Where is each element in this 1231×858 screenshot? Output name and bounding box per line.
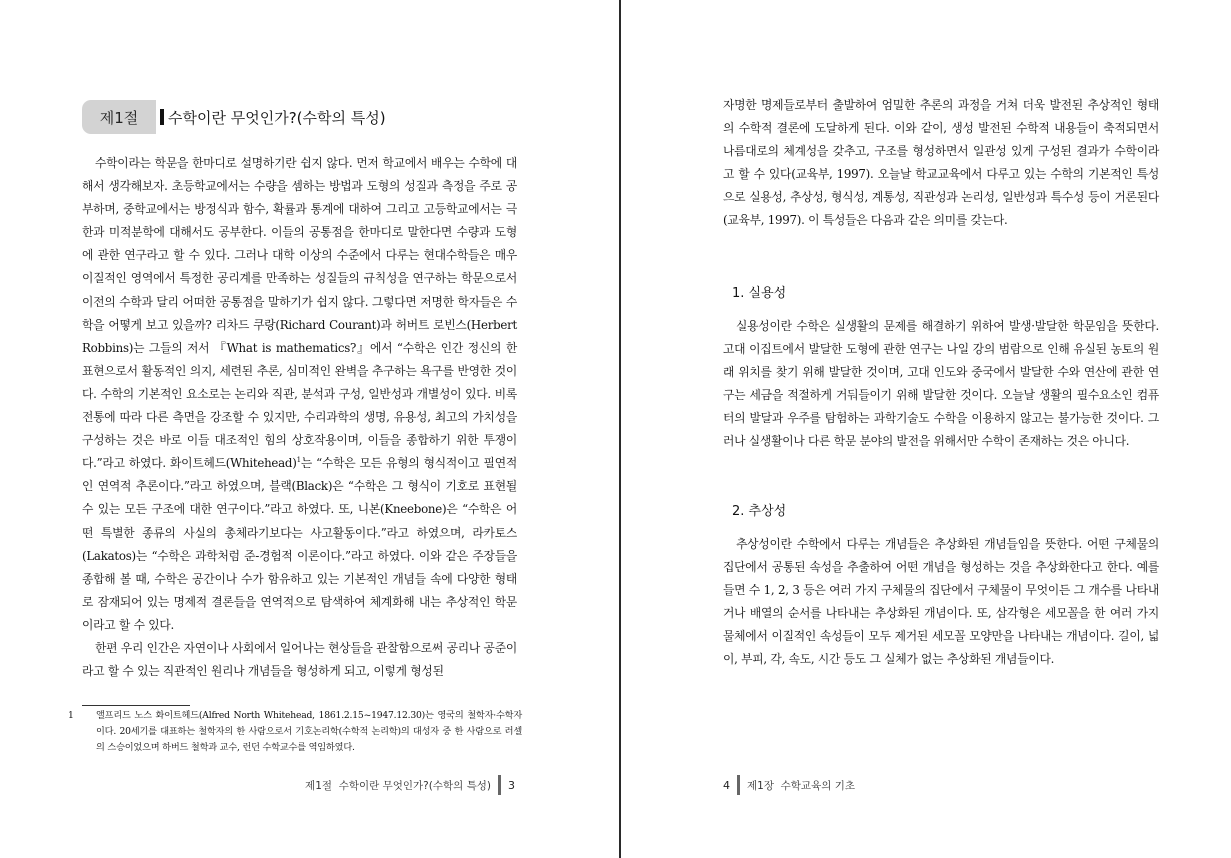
running-footer-text: 제1장 수학교육의 기초	[747, 779, 855, 792]
paragraph-text-continued: 는 “수학은 모든 유형의 형식적이고 필연적인 연역적 추론이다.”라고 하였으며, 블랙(Black)은 “수학은 그 형식이 기호로 표현될 수 있는 모든 구조에 대한 연구이다.”라고 하였다. 또, 니본(Kneebone)은 “수학은 어떤 특별한 종류의 사실의 총체라기보다는 사고활동이다.”라고 하였으며, 라카토스(Lakatos)는 “수학은 과학처럼 준-경험적 이론이다.”라고 하였다. 이와 같은 주장들을 종합해 볼 때, 수학은 공간이나 수가 함유하고 있는 기본적인 개념들 속에 다양한 형태로 잠재되어 있는 명제적 결론들을 연역적으로 탐색하여 체계화해 내는 추상적인 학문이라고 할 수 있다.	[82, 456, 517, 632]
right-intro-text	[723, 94, 1159, 233]
running-footer-text: 제1절 수학이란 무엇인가?(수학의 특성)	[305, 779, 491, 792]
footnote-marker[interactable]: 1	[296, 456, 301, 465]
footnote	[68, 708, 522, 755]
paragraph	[82, 152, 517, 637]
paragraph-text: 수학이라는 학문을 한마디로 설명하기란 쉽지 않다. 먼저 학교에서 배우는 수학에 대해서 생각해보자. 초등학교에서는 수량을 셈하는 방법과 도형의 성질과 측정을 주로 공부하며, 중학교에서는 방정식과 함수, 확률과 통계에 대하여 그리고 고등학교에서는 극한과 미적분학에 대해서도 공부한다. 이들의 공통점을 한마디로 말한다면 수량과 도형에 관한 연구라고 할 수 있다. 그러나 대학 이상의 수준에서 다루는 현대수학들은 매우 이질적인 영역에서 특정한 공리계를 만족하는 성질들의 규칙성을 연구하는 학문으로서 이전의 수학과 달리 어떠한 공통점을 말하기가 쉽지 않다. 그렇다면 저명한 학자들은 수학을 어떻게 보고 있을까? 리차드 쿠랑(Richard Courant)과 허버트 로빈스(Herbert Robbins)는 그들의 저서 『What is mathematics?』에서 “수학은 인간 정신의 한 표현으로서 활동적인 의지, 세련된 추론, 심미적인 완벽을 추구하는 욕구를 반영한 것이다. 수학의 기본적인 요소로는 논리와 직관, 분석과 구성, 일반성과 개별성이 있다. 비록 전통에 따라 다른 측면을 강조할 수 있지만, 수리과학의 생명, 유용성, 최고의 가치성을 구성하는 것은 바로 이들 대조적인 힘의 상호작용이며, 이들을 종합하기 위한 투쟁이다.”라고 하였다. 화이트헤드(Whitehead)	[82, 156, 517, 471]
heading-bar	[160, 109, 164, 125]
footer-bar	[737, 775, 740, 795]
paragraph: 자명한 명제들로부터 출발하여 엄밀한 추론의 과정을 거쳐 더욱 발전된 추상적인 형태의 수학적 결론에 도달하게 된다. 이와 같이, 생성 발전된 수학적 내용들이 축적되면서 나름대로의 체계성을 갖추고, 구조를 형성하면서 일관성 있게 구성된 결과가 수학이라고 할 수 있다(교육부, 1997). 오늘날 학교교육에서 다루고 있는 수학의 기본적인 특성으로 실용성, 추상성, 형식성, 계통성, 직관성과 논리성, 일반성과 특수성 등이 거론된다(교육부, 1997). 이 특성들은 다음과 같은 의미를 갖는다.	[723, 98, 1159, 228]
subsection-title-abstraction: 2. 추상성	[732, 504, 787, 519]
subsection-body-abstraction	[723, 533, 1159, 672]
footer-bar	[498, 775, 501, 795]
section-tab: 제1절	[82, 100, 156, 134]
paragraph: 추상성이란 수학에서 다루는 개념들은 추상화된 개념들임을 뜻한다. 어떤 구체물의 집단에서 공통된 속성을 추출하여 어떤 개념을 형성하는 것을 추상화한다고 한다. 예를 들면 수 1, 2, 3 등은 여러 가지 구체물의 집단에서 구체물이 무엇이든 그 개수를 나타내거나 배열의 순서를 나타내는 추상화된 개념이다. 또, 삼각형은 세모꼴을 한 여러 가지 물체에서 이질적인 속성들이 모두 제거된 세모꼴 모양만을 나타내는 개념이다. 길이, 넓이, 부피, 각, 속도, 시간 등도 그 실체가 없는 추상화된 개념들이다.	[723, 537, 1159, 667]
footnote-text: 앨프리드 노스 화이트헤드(Alfred North Whitehead, 1861.2.15~1947.12.30)는 영국의 철학자·수학자이다. 20세기를 대표하는 철학자의 한 사람으로서 기호논리학(수학적 논리학)의 대성자 중 한 사람으로 러셀의 스승이었으며 하버드 철학과 교수, 런던 수학교수를 역임하였다.	[96, 710, 522, 753]
footnote-number: 1	[68, 710, 74, 721]
subsection-title-practicality: 1. 실용성	[732, 286, 787, 301]
footnote-divider	[82, 705, 190, 706]
page-number: 3	[508, 778, 515, 792]
section-heading	[82, 100, 386, 134]
right-page	[621, 0, 1231, 858]
page-footer	[305, 775, 515, 795]
subsection-body-practicality	[723, 315, 1159, 454]
paragraph: 실용성이란 수학은 실생활의 문제를 해결하기 위하여 발생·발달한 학문임을 뜻한다. 고대 이집트에서 발달한 도형에 관한 연구는 나일 강의 범람으로 인해 유실된 농토의 원래 위치를 찾기 위해 발달한 것이며, 고대 인도와 중국에서 발달한 수와 연산에 관한 연구는 세금을 적절하게 거둬들이기 위해 발달한 것이다. 오늘날 생활의 필수요소인 컴퓨터의 발달과 우주를 탐험하는 과학기술도 수학을 이용하지 않고는 불가능한 것이다. 그러나 실생활이나 다른 학문 분야의 발전을 위해서만 수학이 존재하는 것은 아니다.	[723, 319, 1159, 449]
left-body-text	[82, 152, 517, 683]
paragraph: 한편 우리 인간은 자연이나 사회에서 일어나는 현상들을 관찰함으로써 공리나 공준이라고 할 수 있는 직관적인 원리나 개념들을 형성하게 되고, 이렇게 형성된	[82, 640, 517, 679]
page-footer	[723, 775, 855, 795]
section-title: 수학이란 무엇인가?(수학의 특성)	[168, 108, 386, 127]
page-number: 4	[723, 778, 730, 792]
